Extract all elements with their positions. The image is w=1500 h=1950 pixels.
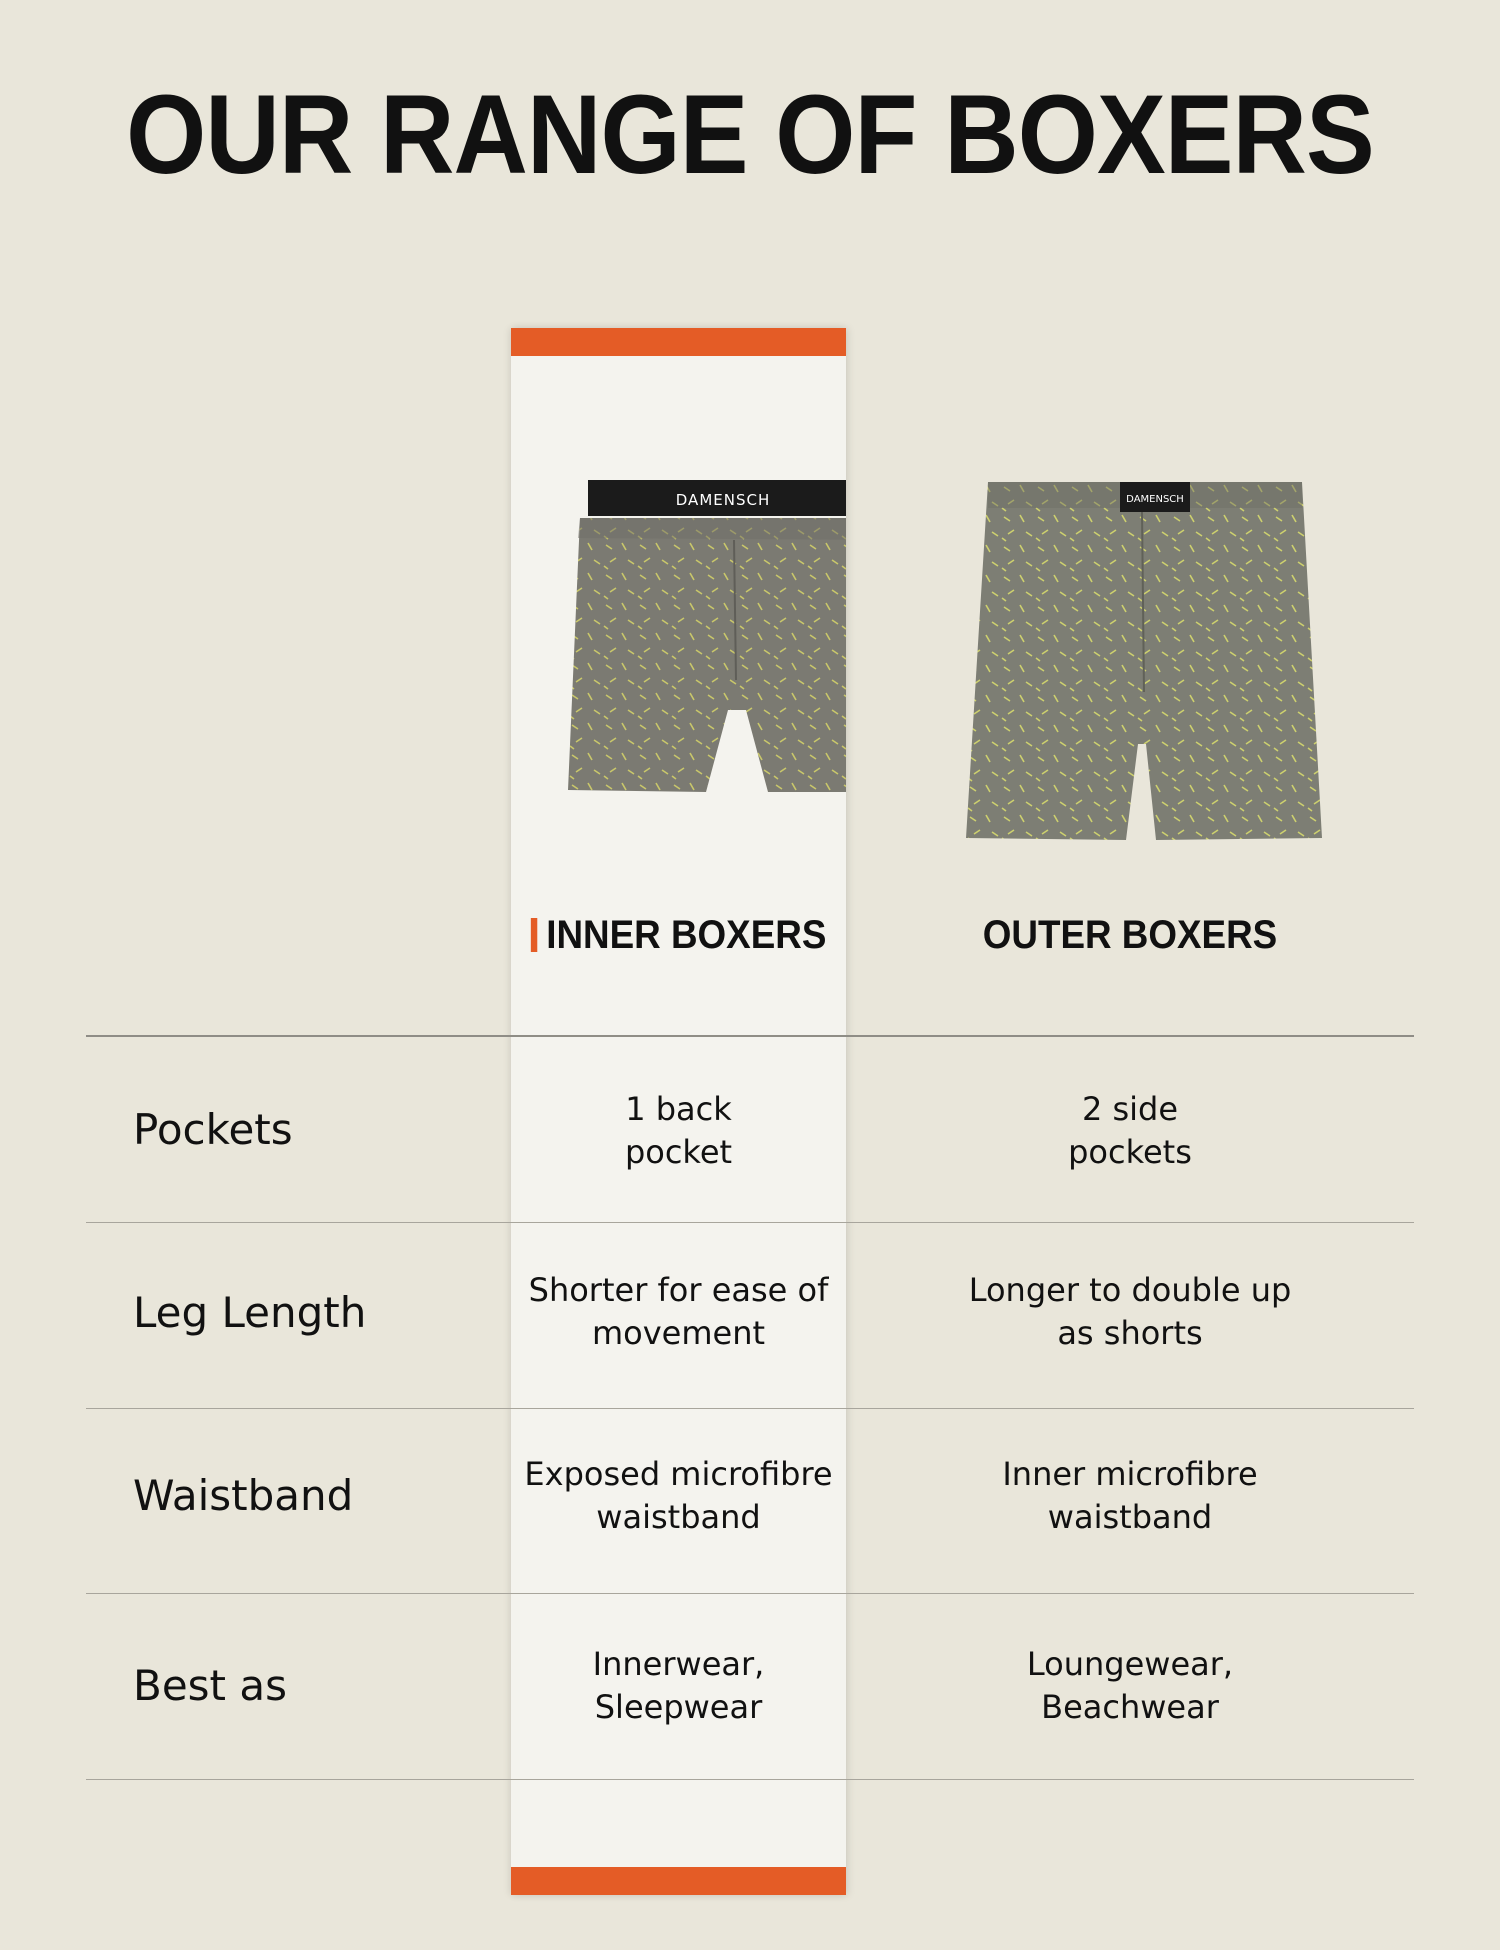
inner-boxers-product-image bbox=[568, 480, 846, 795]
cell-line: 2 side bbox=[1081, 1090, 1179, 1128]
row-divider bbox=[86, 1408, 1414, 1409]
cell-line: pocket bbox=[624, 1133, 733, 1171]
table-cell-inner-waistband bbox=[511, 1453, 846, 1539]
table-cell-inner-best-as bbox=[511, 1643, 846, 1729]
cell-line: pockets bbox=[1068, 1133, 1192, 1171]
cell-line: movement bbox=[591, 1314, 766, 1352]
row-label-pockets: Pockets bbox=[133, 1105, 293, 1154]
table-divider bbox=[86, 1035, 1414, 1037]
cell-line: Sleepwear bbox=[594, 1688, 763, 1726]
accent-bar-bottom bbox=[511, 1867, 846, 1895]
cell-line: Longer to double up bbox=[968, 1271, 1292, 1309]
cell-line: Beachwear bbox=[1041, 1688, 1219, 1726]
table-cell-outer-best-as bbox=[900, 1643, 1360, 1729]
cell-line: Loungewear, bbox=[1026, 1645, 1234, 1683]
page-title: OUR RANGE OF BOXERS bbox=[126, 72, 1374, 197]
cell-line: waistband bbox=[596, 1498, 761, 1536]
row-divider bbox=[86, 1222, 1414, 1223]
cell-line: Exposed microfibre bbox=[524, 1455, 833, 1493]
accent-bar-top bbox=[511, 328, 846, 356]
row-divider bbox=[86, 1779, 1414, 1780]
accent-mark bbox=[531, 918, 537, 952]
cell-line: as shorts bbox=[1057, 1314, 1203, 1352]
brand-logo-text: DAMENSCH bbox=[675, 491, 771, 509]
table-cell-outer-waistband bbox=[900, 1453, 1360, 1539]
outer-boxers-product-image bbox=[966, 482, 1324, 840]
cell-line: Shorter for ease of bbox=[528, 1271, 829, 1309]
row-label-waistband: Waistband bbox=[133, 1471, 354, 1520]
table-cell-inner-leg-length bbox=[511, 1269, 846, 1355]
column-header-outer-boxers: OUTER BOXERS bbox=[982, 913, 1278, 957]
column-header-inner-boxers bbox=[524, 910, 832, 960]
table-cell-inner-pockets bbox=[511, 1088, 846, 1174]
row-divider bbox=[86, 1593, 1414, 1594]
row-label-leg-length: Leg Length bbox=[133, 1288, 367, 1337]
cell-line: Innerwear, bbox=[592, 1645, 765, 1683]
cell-line: Inner microfibre bbox=[1002, 1455, 1258, 1493]
cell-line: 1 back bbox=[625, 1090, 732, 1128]
table-cell-outer-pockets bbox=[900, 1088, 1360, 1174]
cell-line: waistband bbox=[1047, 1498, 1213, 1536]
row-label-best-as: Best as bbox=[133, 1661, 287, 1710]
table-cell-outer-leg-length bbox=[900, 1269, 1360, 1355]
column-header-inner-label: INNER BOXERS bbox=[546, 913, 827, 957]
brand-logo-text-small: DAMENSCH bbox=[1126, 494, 1184, 505]
